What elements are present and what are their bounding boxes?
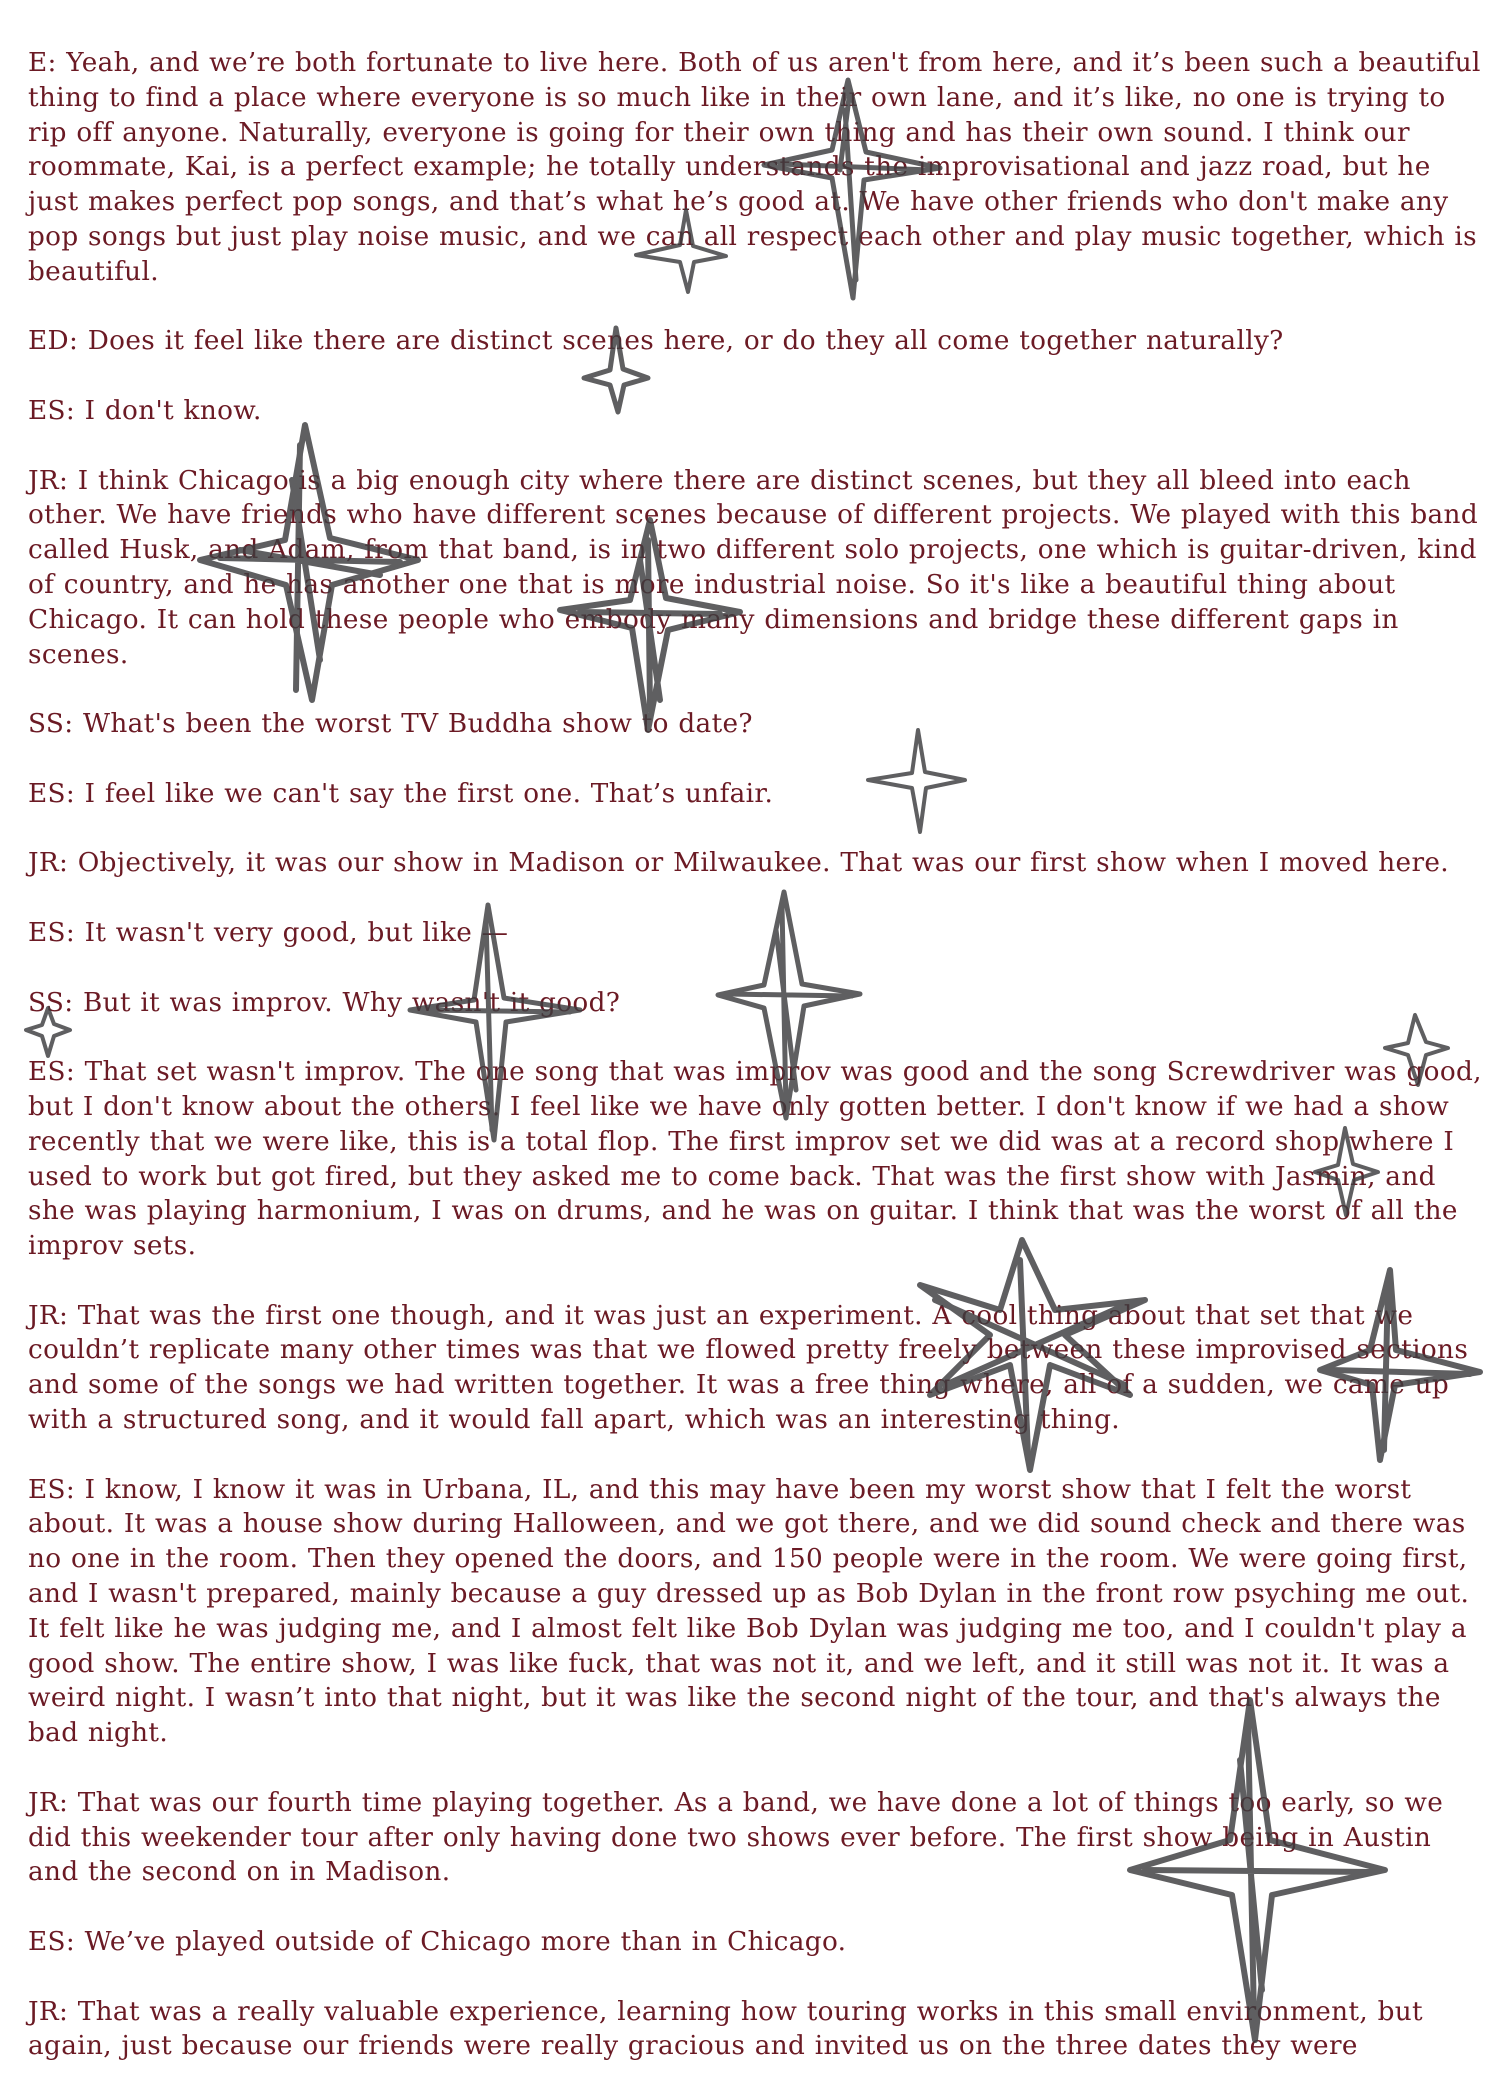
- interview-text: [28, 46, 1488, 2099]
- paragraph-chicago-scenes: JR: I think Chicago is a big enough city where there are distinct scenes, but they all bleed into each other. We have friends who have different scenes because of different projects. We played with this band called Husk, and Adam, from that band, is in two different solo projects, one which is guitar-driven, kind of country, and he has another one that is more industrial noise. So it's like a beautiful thing about Chicago. It can hold these people who embody many dimensions and bridge these different gaps in scenes.: [28, 465, 1479, 670]
- paragraph-distinct-scenes-question: ED: Does it feel like there are distinct scenes here, or do they all come together naturally?: [28, 326, 1284, 357]
- paragraph-madison-milwaukee: JR: Objectively, it was our show in Madison or Milwaukee. That was our first show when I moved here.: [28, 848, 1449, 879]
- paragraph-set-wasnt-improv: ES: That set wasn't improv. The one song that was improv was good and the song Screwdriver was good, but I don't know about the others. I feel like we have only gotten better. I don't know if we had a show recently that we were like, this is a total flop. The first improv set we did was at a record shop where I used to work but got fired, but they asked me to come back. That was the first show with Jasmin, and she was playing harmonium, I was on drums, and he was on guitar. I think that was the worst of all the improv sets.: [28, 1057, 1482, 1262]
- paragraph-worst-show-question: SS: What's been the worst TV Buddha show to date?: [28, 709, 753, 740]
- paragraph-improv-question: SS: But it was improv. Why wasn't it good?: [28, 987, 621, 1018]
- paragraph-experiment: JR: That was the first one though, and it was just an experiment. A cool thing about that set that we couldn’t replicate many other times was that we flowed pretty freely between these improvised sections and some of the songs we had written together. It was a free thing where, all of a sudden, we came up with a structured song, and it would fall apart, which was an interesting thing.: [28, 1300, 1469, 1436]
- paragraph-urbana-show: ES: I know, I know it was in Urbana, IL, and this may have been my worst show that I felt the worst about. It was a house show during Halloween, and we got there, and we did sound check and there was no one in the room. Then they opened the doors, and 150 people were in the room. We were going first, and I wasn't prepared, mainly because a guy dressed up as Bob Dylan in the front row psyching me out. It felt like he was judging me, and I almost felt like Bob Dylan was judging me too, and I couldn't play a good show. The entire show, I was like fuck, that was not it, and we left, and it still was not it. It was a weird night. I wasn’t into that night, but it was like the second night of the tour, and that's always the bad night.: [28, 1474, 1470, 1749]
- paragraph-touring-experience: JR: That was a really valuable experience, learning how touring works in this small environment, but again, just because our friends were really gracious and invited us on the three dates they were: [28, 1996, 1423, 2062]
- paragraph-dont-know: ES: I don't know.: [28, 395, 262, 426]
- paragraph-outside-chicago: ES: We’ve played outside of Chicago more than in Chicago.: [28, 1927, 847, 1958]
- paragraph-kai-roommate: E: Yeah, and we’re both fortunate to live here. Both of us aren't from here, and it’s been such a beautiful thing to find a place where everyone is so much like in their own lane, and it’s like, no one is trying to rip off anyone. Naturally, everyone is going for their own thing and has their own sound. I think our roommate, Kai, is a perfect example; he totally understands the improvisational and jazz road, but he just makes perfect pop songs, and that’s what he’s good at. We have other friends who don't make any pop songs but just play noise music, and we can all respect each other and play music together, which is beautiful.: [28, 48, 1481, 287]
- paragraph-first-one-unfair: ES: I feel like we can't say the first one. That’s unfair.: [28, 778, 774, 809]
- paragraph-not-very-good: ES: It wasn't very good, but like —: [28, 917, 509, 948]
- paragraph-fourth-time: JR: That was our fourth time playing together. As a band, we have done a lot of things too early, so we did this weekender tour after only having done two shows ever before. The first show being in Austin and the second on in Madison.: [28, 1787, 1444, 1888]
